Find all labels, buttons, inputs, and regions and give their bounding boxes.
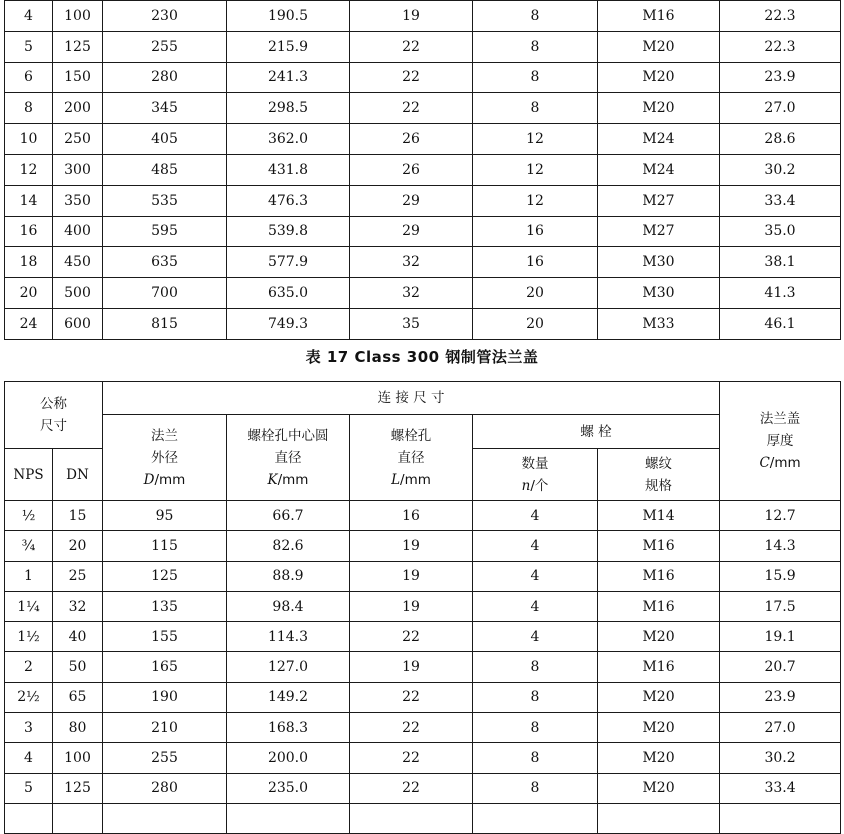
table-cell: 5 <box>5 31 53 62</box>
table-cell: 20 <box>53 531 103 561</box>
header-cover-thickness: 法兰盖 厚度 C/mm <box>720 382 841 501</box>
table-cell: 33.4 <box>720 773 841 803</box>
table-cell: M20 <box>598 773 720 803</box>
table-cell: 190 <box>103 682 227 712</box>
table-cell: 3 <box>5 713 53 743</box>
table-cell: M20 <box>598 622 720 652</box>
table-cell: 30.2 <box>720 743 841 773</box>
table-cell <box>103 803 227 833</box>
table-row <box>5 773 841 803</box>
header-connection-dims: 连 接 尺 寸 <box>103 382 720 415</box>
table-cell: 19 <box>350 531 473 561</box>
table-cell: 16 <box>350 501 473 531</box>
table-cell: 27.0 <box>720 93 841 124</box>
table-cell: 8 <box>473 1 598 32</box>
table-cell: 400 <box>53 216 103 247</box>
table-cell: M16 <box>598 561 720 591</box>
table-cell: 298.5 <box>227 93 350 124</box>
table-cell: 350 <box>53 185 103 216</box>
header-dn: DN <box>53 449 103 501</box>
table-cell: 215.9 <box>227 31 350 62</box>
table-cell: 32 <box>53 591 103 621</box>
table-cell: M27 <box>598 185 720 216</box>
table-row <box>5 531 841 561</box>
table-cell: 29 <box>350 216 473 247</box>
table-cell: 41.3 <box>720 278 841 309</box>
table-cell: 2½ <box>5 682 53 712</box>
table-cell: 476.3 <box>227 185 350 216</box>
table-cell: 24 <box>5 308 53 339</box>
table-cell: 22.3 <box>720 1 841 32</box>
table-row <box>5 31 841 62</box>
table-cell: 22 <box>350 682 473 712</box>
table-cell: M20 <box>598 713 720 743</box>
table-caption: 表 17 Class 300 钢制管法兰盖 <box>305 348 539 366</box>
table-cell: 23.9 <box>720 62 841 93</box>
table-cell: 635 <box>103 247 227 278</box>
table-cell: 46.1 <box>720 308 841 339</box>
table-cell: M27 <box>598 216 720 247</box>
table-cell: 535 <box>103 185 227 216</box>
table-cell: 16 <box>473 216 598 247</box>
table-cell: 17.5 <box>720 591 841 621</box>
table-cell: 22 <box>350 773 473 803</box>
table-cell: 19 <box>350 652 473 682</box>
table-cell: 595 <box>103 216 227 247</box>
table-cell: 1¼ <box>5 591 53 621</box>
table-cell: 26 <box>350 124 473 155</box>
table-cell: 200 <box>53 93 103 124</box>
table-cell: 15.9 <box>720 561 841 591</box>
table-cell: 22 <box>350 62 473 93</box>
table-row <box>5 713 841 743</box>
table-cell: 20.7 <box>720 652 841 682</box>
table-cell: 485 <box>103 154 227 185</box>
table-cell: 20 <box>473 278 598 309</box>
table-cell: M33 <box>598 308 720 339</box>
table-cell: 15 <box>53 501 103 531</box>
table-cell: 168.3 <box>227 713 350 743</box>
table-cell: 29 <box>350 185 473 216</box>
table-cell: 95 <box>103 501 227 531</box>
table-cell: M24 <box>598 124 720 155</box>
table-cell: 362.0 <box>227 124 350 155</box>
table-cell: 815 <box>103 308 227 339</box>
table-cell <box>598 803 720 833</box>
table-cell: 30.2 <box>720 154 841 185</box>
table-row <box>5 62 841 93</box>
table-cell: 230 <box>103 1 227 32</box>
table-cell: 35.0 <box>720 216 841 247</box>
table-cell: ½ <box>5 501 53 531</box>
table-cell: 125 <box>53 773 103 803</box>
table-cell: 8 <box>473 682 598 712</box>
table-cell: 5 <box>5 773 53 803</box>
table-cell: 98.4 <box>227 591 350 621</box>
table-cell: 14 <box>5 185 53 216</box>
table-cell: 114.3 <box>227 622 350 652</box>
table-cell: M14 <box>598 501 720 531</box>
table-row <box>5 308 841 339</box>
table-cell: 14.3 <box>720 531 841 561</box>
table-cell: 8 <box>473 713 598 743</box>
table-cell: 32 <box>350 278 473 309</box>
table-cell: 4 <box>473 501 598 531</box>
table-cell: 700 <box>103 278 227 309</box>
table-cell: 280 <box>103 62 227 93</box>
table-cell: M16 <box>598 531 720 561</box>
table-cell: ¾ <box>5 531 53 561</box>
table-cell: 255 <box>103 31 227 62</box>
table-cell: 4 <box>473 622 598 652</box>
table-cell: 149.2 <box>227 682 350 712</box>
table-cell: 2 <box>5 652 53 682</box>
table-cell: 23.9 <box>720 682 841 712</box>
table-cell: 600 <box>53 308 103 339</box>
table-cell: 22 <box>350 622 473 652</box>
table-row <box>5 743 841 773</box>
table-cell: 16 <box>473 247 598 278</box>
table-row <box>5 124 841 155</box>
table-cell: 27.0 <box>720 713 841 743</box>
table-cell: 250 <box>53 124 103 155</box>
header-flange-od: 法兰 外径 D/mm <box>103 415 227 501</box>
table-cell: 19.1 <box>720 622 841 652</box>
table-cell: 22 <box>350 743 473 773</box>
table-cell: 405 <box>103 124 227 155</box>
table-cell: 40 <box>53 622 103 652</box>
table-row <box>5 501 841 531</box>
table-cell: 19 <box>350 561 473 591</box>
table-cell: 577.9 <box>227 247 350 278</box>
table-cell: 8 <box>473 31 598 62</box>
table-cell <box>53 803 103 833</box>
table-cell: 88.9 <box>227 561 350 591</box>
table-cell: 8 <box>473 743 598 773</box>
table-row <box>5 561 841 591</box>
table-cell: 200.0 <box>227 743 350 773</box>
table-cell <box>227 803 350 833</box>
table-cell: 22 <box>350 31 473 62</box>
table-cell: M20 <box>598 682 720 712</box>
table-cell: 4 <box>473 531 598 561</box>
table-cell: 210 <box>103 713 227 743</box>
table-cell: 127.0 <box>227 652 350 682</box>
table-cell: 38.1 <box>720 247 841 278</box>
table-cell: 28.6 <box>720 124 841 155</box>
table-cell: 12 <box>473 185 598 216</box>
table-cell: 12 <box>473 124 598 155</box>
table-cell: 20 <box>5 278 53 309</box>
table-cell: 4 <box>5 1 53 32</box>
table-cell: 500 <box>53 278 103 309</box>
table-cell: M20 <box>598 743 720 773</box>
table-row <box>5 216 841 247</box>
table-cell: 22 <box>350 713 473 743</box>
header-bolt-circle: 螺栓孔中心圆 直径 K/mm <box>227 415 350 501</box>
table-cell: 450 <box>53 247 103 278</box>
table-cell: 32 <box>350 247 473 278</box>
previous-table <box>4 0 841 340</box>
header-bolt-hole: 螺栓孔 直径 L/mm <box>350 415 473 501</box>
table-cell: M16 <box>598 591 720 621</box>
table-cell: 115 <box>103 531 227 561</box>
table-row <box>5 622 841 652</box>
table-cell: M16 <box>598 1 720 32</box>
table-cell: 1½ <box>5 622 53 652</box>
table-row <box>5 682 841 712</box>
table-cell: 19 <box>350 591 473 621</box>
table-cell: 65 <box>53 682 103 712</box>
table-cell <box>350 803 473 833</box>
table-cell: 12 <box>5 154 53 185</box>
table-cell: 4 <box>473 561 598 591</box>
table-cell <box>473 803 598 833</box>
table-cell: 135 <box>103 591 227 621</box>
table-cell: 4 <box>5 743 53 773</box>
table-cell: 22.3 <box>720 31 841 62</box>
table-cell: 8 <box>5 93 53 124</box>
table-cell: 749.3 <box>227 308 350 339</box>
table-cell: M16 <box>598 652 720 682</box>
table-cell: 235.0 <box>227 773 350 803</box>
table-cell: 300 <box>53 154 103 185</box>
table-cell: 22 <box>350 93 473 124</box>
table-cell: M20 <box>598 31 720 62</box>
table-cell: 150 <box>53 62 103 93</box>
table-cell: 35 <box>350 308 473 339</box>
table-cell: 26 <box>350 154 473 185</box>
table-cell: M20 <box>598 93 720 124</box>
table-cell: 100 <box>53 743 103 773</box>
table-cell: 50 <box>53 652 103 682</box>
table-cell: 190.5 <box>227 1 350 32</box>
table-cell: 16 <box>5 216 53 247</box>
table-row <box>5 185 841 216</box>
header-thread: 螺纹 规格 <box>598 449 720 501</box>
table-cell: 8 <box>473 62 598 93</box>
table-cell: 66.7 <box>227 501 350 531</box>
table-cell: 635.0 <box>227 278 350 309</box>
table-cell: 280 <box>103 773 227 803</box>
table-cell: 18 <box>5 247 53 278</box>
table-cell: 539.8 <box>227 216 350 247</box>
table-cell: 12.7 <box>720 501 841 531</box>
table-cell: 255 <box>103 743 227 773</box>
header-quantity: 数量 n/个 <box>473 449 598 501</box>
table-cell: 1 <box>5 561 53 591</box>
table-cell: M30 <box>598 247 720 278</box>
table-17 <box>4 381 841 834</box>
table-cell <box>5 803 53 833</box>
table-cell: 125 <box>103 561 227 591</box>
table-cell: 125 <box>53 31 103 62</box>
table-cell: 345 <box>103 93 227 124</box>
header-nominal-size: 公称 尺寸 <box>5 382 103 449</box>
table-cell: 33.4 <box>720 185 841 216</box>
table-row <box>5 591 841 621</box>
table-cell: 10 <box>5 124 53 155</box>
table-cell: 241.3 <box>227 62 350 93</box>
table-cell: 8 <box>473 773 598 803</box>
table-row <box>5 247 841 278</box>
table-cell: 19 <box>350 1 473 32</box>
table-cell: 155 <box>103 622 227 652</box>
table-row <box>5 154 841 185</box>
table-row <box>5 278 841 309</box>
table-row <box>5 652 841 682</box>
table-cell: 20 <box>473 308 598 339</box>
table-cell: 82.6 <box>227 531 350 561</box>
table-cell: 8 <box>473 93 598 124</box>
header-bolts: 螺 栓 <box>473 415 720 449</box>
table-cell <box>720 803 841 833</box>
table-cell: 80 <box>53 713 103 743</box>
table-cell: 25 <box>53 561 103 591</box>
table-cell: M20 <box>598 62 720 93</box>
header-nps: NPS <box>5 449 53 501</box>
table-cell: 12 <box>473 154 598 185</box>
table-row <box>5 803 841 833</box>
table-cell: 165 <box>103 652 227 682</box>
table-cell: 8 <box>473 652 598 682</box>
table-cell: 4 <box>473 591 598 621</box>
table-cell: 431.8 <box>227 154 350 185</box>
table-cell: 6 <box>5 62 53 93</box>
table-row <box>5 93 841 124</box>
table-cell: M24 <box>598 154 720 185</box>
table-row <box>5 1 841 32</box>
table-cell: 100 <box>53 1 103 32</box>
table-cell: M30 <box>598 278 720 309</box>
